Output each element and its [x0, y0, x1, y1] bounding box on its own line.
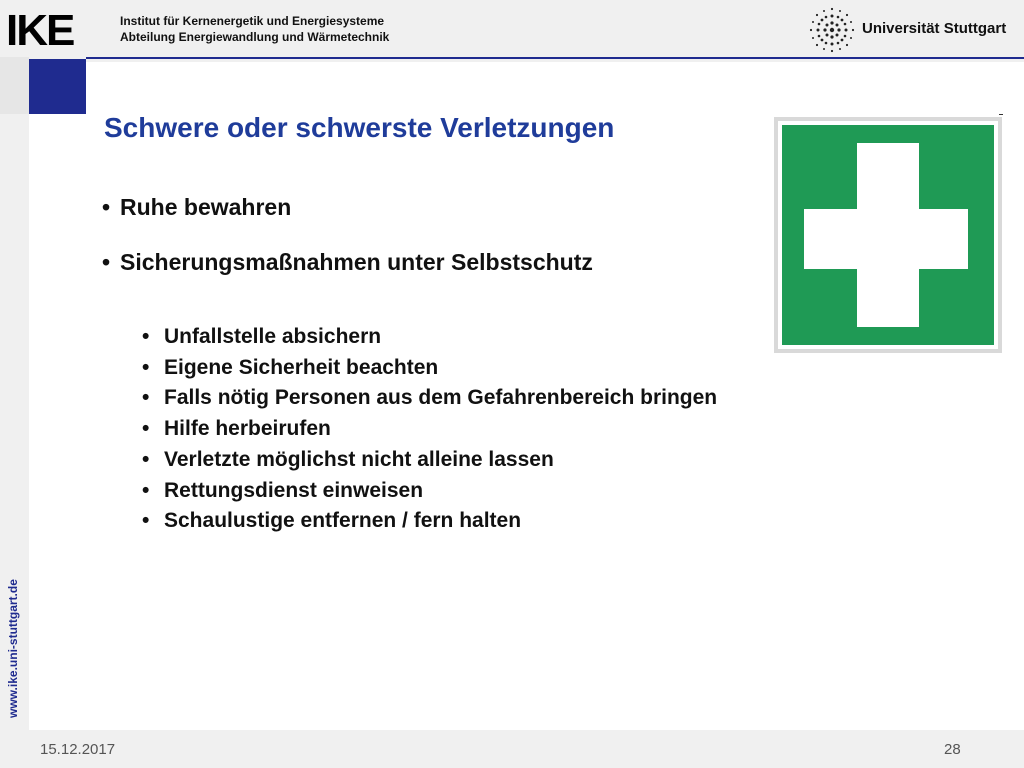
sub-bullet-item [142, 506, 717, 537]
bullet-text: Sicherungsmaßnahmen unter Selbstschutz [120, 249, 593, 275]
sub-bullet-text: Schaulustige entfernen / fern halten [164, 509, 522, 533]
sub-bullet-item [142, 476, 717, 507]
footer-date: 15.12.2017 [40, 741, 116, 758]
sidebar-top-block [0, 57, 29, 114]
university-seal-icon [808, 6, 856, 54]
bullet-glyph: • [142, 509, 150, 533]
sub-bullet-item [142, 353, 717, 384]
header-divider [86, 57, 1024, 59]
sub-bullet-text: Unfallstelle absichern [164, 325, 382, 348]
sub-bullet-item [142, 445, 717, 476]
bullet-glyph: • [142, 355, 150, 379]
bullet-glyph: • [142, 386, 150, 410]
bullet-glyph: • [142, 447, 150, 471]
accent-block [29, 59, 86, 114]
header-bar [0, 0, 1024, 62]
sub-bullet-text: Verletzte möglichst nicht alleine lassen [164, 447, 554, 471]
sub-bullet-text: Eigene Sicherheit beachten [164, 355, 439, 379]
slide-title: Schwere oder schwerste Verletzungen [104, 112, 615, 143]
corner-mark [999, 114, 1003, 115]
bullet-glyph: • [102, 194, 111, 220]
institute-name: Institut für Kernenergetik und Energiesysteme [120, 14, 385, 28]
bullet-glyph: • [142, 417, 150, 441]
sub-bullet-item [142, 383, 717, 414]
sub-bullet-item [142, 322, 717, 353]
sub-bullet-text: Falls nötig Personen aus dem Gefahrenbereich bringen [164, 386, 718, 410]
bullet-glyph: • [142, 478, 150, 502]
university-name: Universität Stuttgart [862, 20, 1007, 37]
website-url: www.ike.uni-stuttgart.de [6, 579, 20, 718]
bullet-item [102, 249, 593, 276]
bullet-glyph: • [102, 249, 111, 275]
footer-bar [29, 730, 1024, 768]
logo-text: IKE [6, 6, 74, 55]
sub-bullet-text: Hilfe herbeirufen [164, 417, 331, 441]
bullet-text: Ruhe bewahren [120, 194, 292, 220]
sub-bullet-text: Rettungsdienst einweisen [164, 478, 424, 502]
bullet-glyph: • [142, 325, 150, 348]
sub-bullet-item [142, 414, 717, 445]
page-number: 28 [944, 741, 961, 758]
ike-logo [0, 0, 86, 57]
first-aid-cross-icon [774, 117, 1002, 353]
sub-bullet-list [142, 322, 717, 537]
department-name: Abteilung Energiewandlung und Wärmetechnik [120, 30, 390, 44]
bullet-item [102, 194, 291, 221]
